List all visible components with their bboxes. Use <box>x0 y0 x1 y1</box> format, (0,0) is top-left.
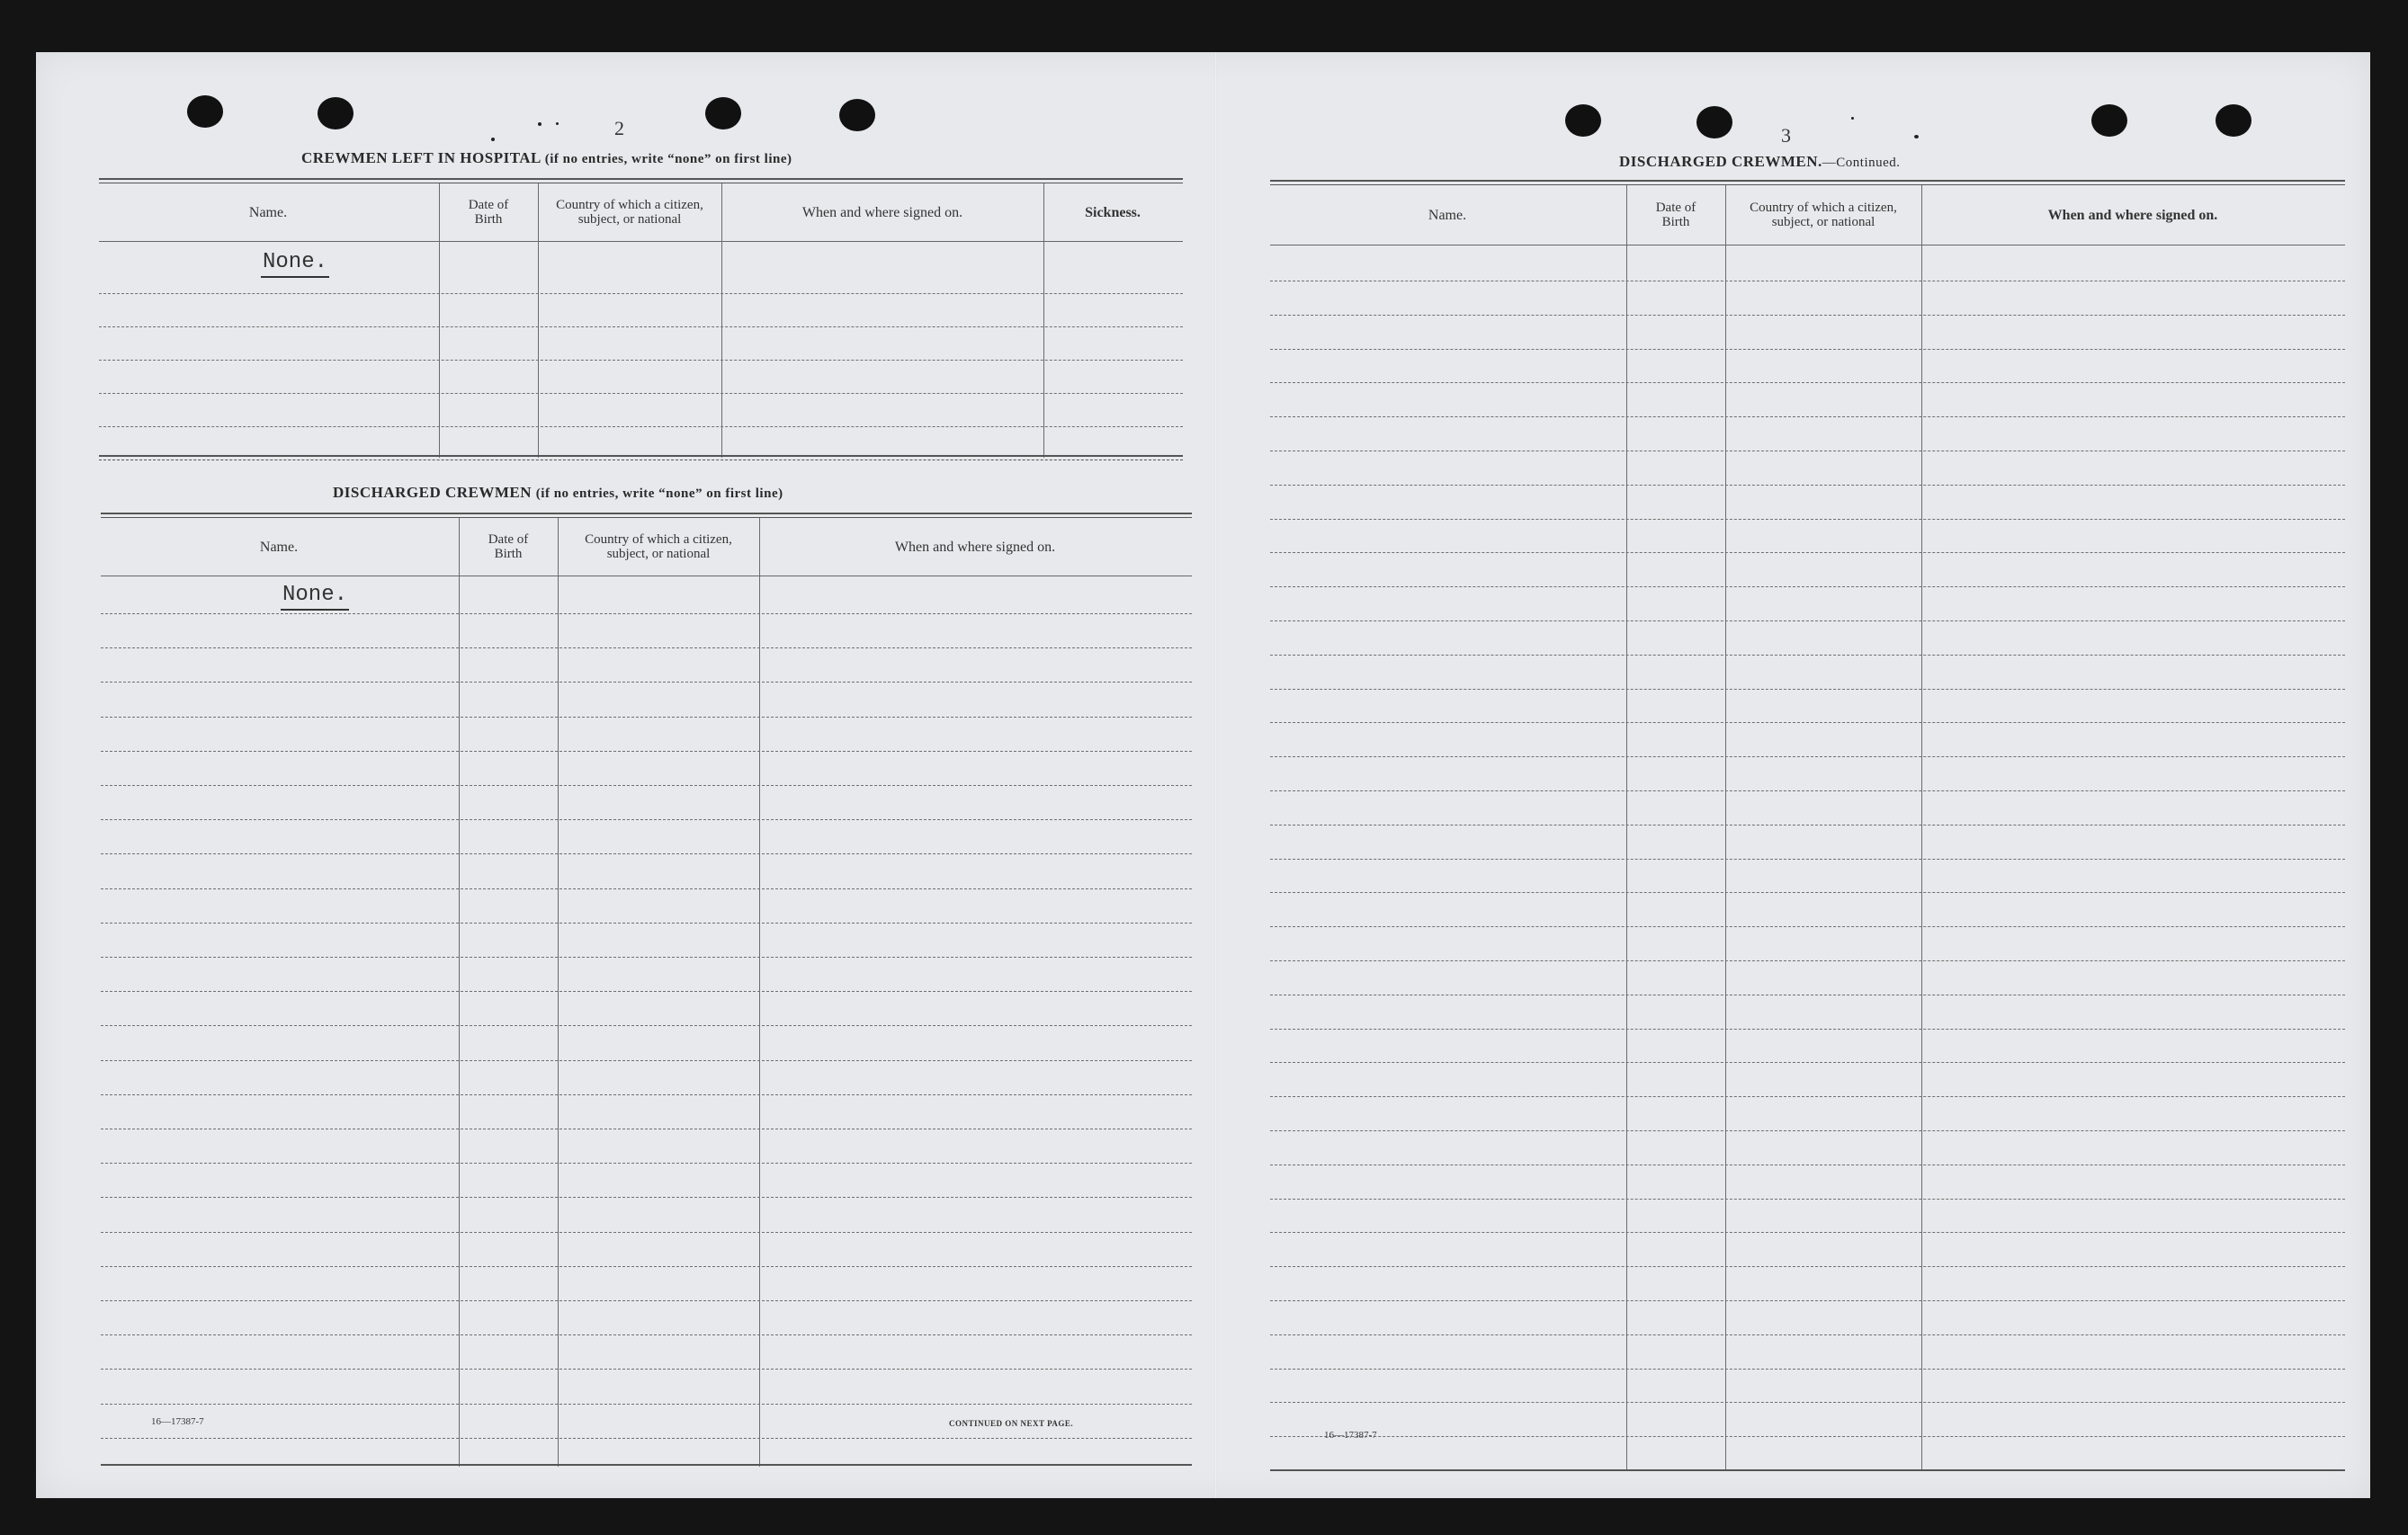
speck <box>1914 135 1919 138</box>
table-row <box>101 682 1192 683</box>
center-fold <box>1214 52 1217 1498</box>
table-row <box>99 393 1183 394</box>
table-row <box>1270 1334 2345 1335</box>
page-number: 3 <box>1781 124 1791 147</box>
punch-hole <box>839 99 875 131</box>
header-rule <box>99 241 1183 242</box>
col-header-name: Name. <box>248 204 288 220</box>
table-row <box>101 888 1192 889</box>
table-row <box>1270 382 2345 383</box>
speck <box>556 122 559 125</box>
table-row <box>101 1163 1192 1164</box>
table-row <box>1270 960 2345 961</box>
table-row <box>1270 825 2345 826</box>
discharged-section-title <box>333 484 783 502</box>
right-title: DISCHARGED CREWMEN. <box>1619 153 1822 170</box>
col-header-signed-on: When and where signed on. <box>2047 207 2218 223</box>
column-divider <box>721 183 722 458</box>
col-header-dob: Date of Birth <box>468 198 509 227</box>
col-header-signed-on: When and where signed on. <box>894 539 1056 555</box>
table-row <box>101 717 1192 718</box>
column-divider <box>1043 183 1044 458</box>
discharged-entry: None. <box>281 583 349 611</box>
speck <box>1851 117 1854 120</box>
column-divider <box>1921 185 1922 1471</box>
table-row <box>1270 1029 2345 1030</box>
table-rule <box>1270 1469 2345 1471</box>
punch-hole <box>2091 104 2127 137</box>
table-row <box>101 1369 1192 1370</box>
col-header-name: Name. <box>1428 207 1467 223</box>
table-row <box>1270 349 2345 350</box>
table-row <box>1270 416 2345 417</box>
table-rule <box>101 513 1192 514</box>
hospital-table <box>99 178 1183 511</box>
form-number: 16—17387-7 <box>1324 1430 1377 1441</box>
table-row <box>101 1438 1192 1439</box>
table-row <box>1270 1130 2345 1131</box>
continued-note: CONTINUED ON NEXT PAGE. <box>949 1419 1074 1428</box>
column-divider <box>439 183 440 458</box>
column-divider <box>1626 185 1627 1471</box>
table-row <box>99 426 1183 427</box>
table-row <box>1270 485 2345 486</box>
table-row <box>1270 790 2345 791</box>
discharged-subtitle: (if no entries, write “none” on first line) <box>535 486 783 501</box>
table-row <box>1270 926 2345 927</box>
table-rule <box>99 178 1183 180</box>
table-row <box>99 293 1183 294</box>
table-row <box>1270 1199 2345 1200</box>
table-row <box>101 1266 1192 1267</box>
table-row <box>101 785 1192 786</box>
table-row <box>101 1334 1192 1335</box>
discharged-continued-table <box>1270 180 2345 1484</box>
column-divider <box>459 518 460 1467</box>
col-header-dob: Date of Birth <box>1655 201 1696 229</box>
discharged-table <box>101 513 1192 1484</box>
table-row <box>1270 1096 2345 1097</box>
table-row <box>101 751 1192 752</box>
table-row <box>1270 1062 2345 1063</box>
punch-hole <box>318 97 354 129</box>
table-row <box>101 647 1192 648</box>
table-row <box>101 991 1192 992</box>
table-row <box>1270 892 2345 893</box>
table-row <box>1270 519 2345 520</box>
table-rule <box>101 517 1192 518</box>
table-row <box>101 1300 1192 1301</box>
table-row <box>101 1232 1192 1233</box>
table-row <box>101 1404 1192 1405</box>
column-divider <box>759 518 760 1467</box>
hospital-title: CREWMEN LEFT IN HOSPITAL <box>301 149 541 166</box>
table-row <box>1270 620 2345 621</box>
table-row <box>101 819 1192 820</box>
table-row <box>1270 655 2345 656</box>
hospital-section-title <box>301 149 792 167</box>
punch-hole <box>1696 106 1732 138</box>
column-divider <box>1725 185 1726 1471</box>
table-row <box>101 1025 1192 1026</box>
speck <box>491 138 495 141</box>
table-row <box>1270 859 2345 860</box>
hospital-entry: None. <box>261 250 329 278</box>
col-header-country: Country of which a citizen, subject, or national <box>1750 201 1897 229</box>
table-rule <box>101 1464 1192 1466</box>
col-header-dob: Date of Birth <box>488 532 529 561</box>
table-row <box>1270 1300 2345 1301</box>
table-row <box>101 1094 1192 1095</box>
col-header-country: Country of which a citizen, subject, or national <box>585 532 732 561</box>
document-sheet <box>36 52 2370 1498</box>
punch-hole <box>187 95 223 128</box>
speck <box>538 122 542 126</box>
discharged-title: DISCHARGED CREWMEN <box>333 484 533 501</box>
table-row <box>1270 1266 2345 1267</box>
table-row <box>1270 586 2345 587</box>
table-row <box>1270 1436 2345 1437</box>
table-row <box>101 613 1192 614</box>
table-rule <box>1270 180 2345 182</box>
table-row <box>101 957 1192 958</box>
col-header-country: Country of which a citizen, subject, or national <box>556 198 703 227</box>
table-row <box>1270 722 2345 723</box>
table-row <box>101 923 1192 924</box>
punch-hole <box>2216 104 2251 137</box>
punch-hole <box>1565 104 1601 137</box>
right-title-suffix: —Continued. <box>1822 156 1901 170</box>
table-row <box>1270 1402 2345 1403</box>
table-row <box>101 853 1192 854</box>
col-header-sickness: Sickness. <box>1085 204 1141 220</box>
table-row <box>1270 1232 2345 1233</box>
page-number: 2 <box>614 117 624 139</box>
table-row <box>1270 315 2345 316</box>
column-divider <box>538 183 539 458</box>
col-header-signed-on: When and where signed on. <box>801 204 963 220</box>
table-row <box>1270 552 2345 553</box>
column-divider <box>558 518 559 1467</box>
table-row <box>101 1197 1192 1198</box>
table-rule <box>99 455 1183 457</box>
table-row <box>101 1060 1192 1061</box>
table-row <box>1270 756 2345 757</box>
hospital-subtitle: (if no entries, write “none” on first line) <box>544 152 792 166</box>
right-section-title <box>1619 153 1901 171</box>
table-row <box>1270 1369 2345 1370</box>
col-header-name: Name. <box>259 539 299 555</box>
punch-hole <box>705 97 741 129</box>
table-row <box>1270 689 2345 690</box>
table-row <box>99 360 1183 361</box>
table-rule <box>1270 184 2345 185</box>
form-number: 16—17387-7 <box>151 1416 204 1427</box>
table-row <box>99 326 1183 327</box>
